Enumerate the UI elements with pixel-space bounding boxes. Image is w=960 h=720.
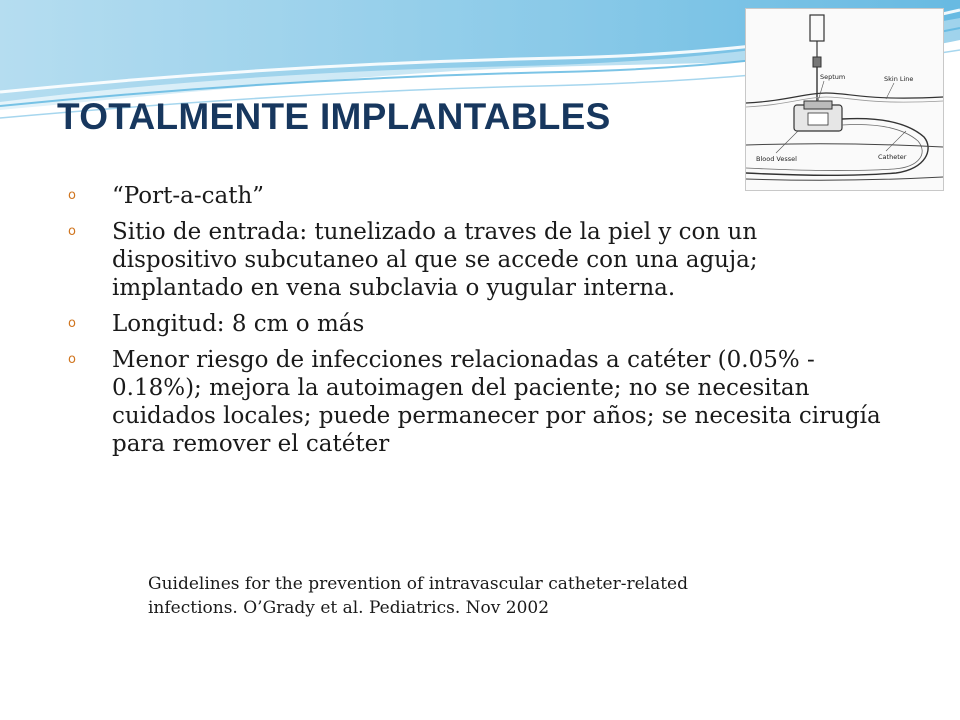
citation-line: Guidelines for the prevention of intravascular catheter-related: [148, 574, 688, 594]
catheter-label: Catheter: [878, 153, 907, 161]
bullet-item: [68, 346, 888, 458]
bullet-marker-icon: o: [68, 316, 76, 331]
bullet-item: [68, 310, 888, 338]
bullet-marker-icon: o: [68, 188, 76, 203]
bullet-text: Longitud: 8 cm o más: [112, 311, 365, 337]
septum-label: Septum: [820, 73, 846, 81]
bullet-text: Sitio de entrada: tunelizado a traves de la piel y con un dispositivo subcutaneo al que se accede con una aguja; implantado en vena subclavia o yugular interna.: [112, 219, 758, 301]
bullet-item: [68, 218, 888, 302]
bullet-text: Menor riesgo de infecciones relacionadas a catéter (0.05% - 0.18%); mejora la autoimagen del paciente; no se necesitan cuidados locales; puede permanecer por años; se necesita cirugía para remover el catéter: [112, 347, 881, 457]
bullet-item: [68, 182, 888, 210]
citation-line: infections. O’Grady et al. Pediatrics. Nov 2002: [148, 598, 550, 618]
port-a-cath-diagram: [745, 8, 944, 191]
bullet-text: “Port-a-cath”: [112, 183, 265, 209]
skin-line-label: Skin Line: [884, 75, 914, 83]
slide-title: TOTALMENTE IMPLANTABLES: [57, 96, 611, 137]
citation: [148, 572, 868, 620]
blood-vessel-label: Blood Vessel: [756, 155, 797, 163]
bullet-marker-icon: o: [68, 352, 76, 367]
bullet-list: [68, 182, 888, 466]
bullet-marker-icon: o: [68, 224, 76, 239]
